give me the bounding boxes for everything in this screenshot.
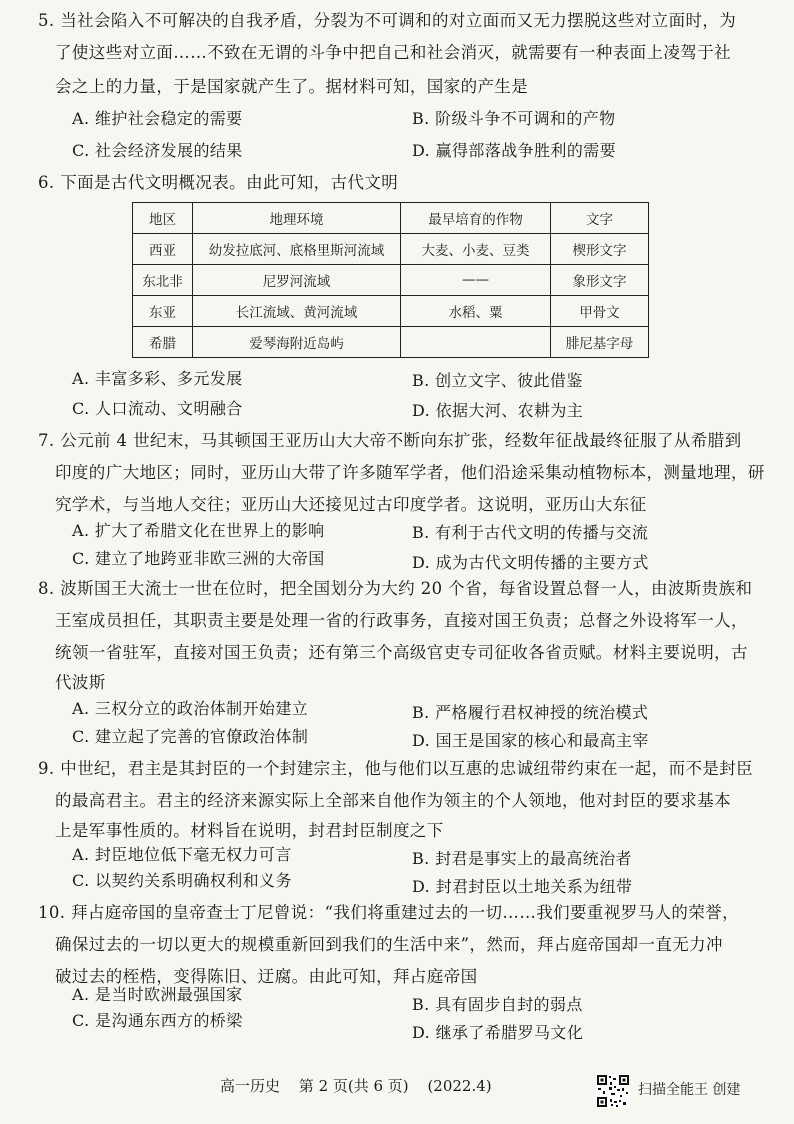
footer-date: (2022.4): [427, 1077, 492, 1095]
q7-option-d: D. 成为古代文明传播的主要方式: [412, 553, 649, 572]
q7-option-c: C. 建立了地跨亚非欧三洲的大帝国: [72, 549, 325, 568]
q8-option-c: C. 建立起了完善的官僚政治体制: [72, 727, 309, 746]
table-cell: 长江流域、黄河流域: [193, 296, 401, 327]
table-header-cell: 最早培育的作物: [401, 203, 551, 234]
table-cell: 西亚: [133, 234, 193, 265]
scanner-watermark: [596, 1074, 786, 1110]
q8-option-d: D. 国王是国家的核心和最高主宰: [412, 731, 649, 750]
q5-stem-line-1: 5. 当社会陷入不可解决的自我矛盾，分裂为不可调和的对立面而又无力摆脱这些对立面时，为: [38, 11, 737, 30]
q6-option-a: A. 丰富多彩、多元发展: [72, 369, 243, 388]
q9-option-c: C. 以契约关系明确权利和义务: [72, 871, 292, 890]
q10-stem-line-2: 确保过去的一切以更大的规模重新回到我们的生活中来”，然而，拜占庭帝国却一直无力冲: [55, 935, 723, 954]
page-footer: [220, 1074, 506, 1098]
footer-subject: 高一历史: [220, 1077, 281, 1095]
q5-stem-line-3: 会之上的力量，于是国家就产生了。据材料可知，国家的产生是: [55, 77, 529, 96]
q7-stem-line-3: 究学术，与当地人交往；亚历山大还接见过古印度学者。这说明，亚历山大东征: [55, 495, 647, 514]
q10-stem-line-1: 10. 拜占庭帝国的皇帝查士丁尼曾说：“我们将重建过去的一切……我们要重视罗马人的荣誉，: [38, 903, 740, 922]
q5-stem-line-2: 了使这些对立面……不致在无谓的斗争中把自己和社会消灭，就需要有一种表面上凌驾于社: [55, 43, 731, 62]
table-header-cell: 地区: [133, 203, 193, 234]
q6-option-b: B. 创立文字、彼此借鉴: [412, 371, 583, 390]
civilization-table: [132, 202, 649, 358]
table-cell: 东亚: [133, 296, 193, 327]
q10-stem-line-3: 破过去的桎梏，变得陈旧、迂腐。由此可知，拜占庭帝国: [55, 967, 478, 986]
table-cell: 爱琴海附近岛屿: [193, 327, 401, 358]
table-cell: ——: [401, 265, 551, 296]
q5-option-b: B. 阶级斗争不可调和的产物: [412, 109, 616, 128]
q8-option-a: A. 三权分立的政治体制开始建立: [72, 699, 309, 718]
table-cell: 大麦、小麦、豆类: [401, 234, 551, 265]
q9-option-b: B. 封君是事实上的最高统治者: [412, 849, 632, 868]
q6-stem: 6. 下面是古代文明概况表。由此可知，古代文明: [38, 173, 399, 192]
table-cell: 东北非: [133, 265, 193, 296]
q10-option-b: B. 具有固步自封的弱点: [412, 995, 583, 1014]
q5-option-a: A. 维护社会稳定的需要: [72, 109, 243, 128]
table-row: [133, 265, 649, 296]
table-cell: 尼罗河流域: [193, 265, 401, 296]
table-cell: 甲骨文: [551, 296, 649, 327]
q10-option-c: C. 是沟通东西方的桥梁: [72, 1011, 243, 1030]
table-cell: 腓尼基字母: [551, 327, 649, 358]
table-cell: 幼发拉底河、底格里斯河流域: [193, 234, 401, 265]
table-header-row: [133, 203, 649, 234]
qr-code-icon: [596, 1074, 630, 1108]
table-cell: 楔形文字: [551, 234, 649, 265]
q5-option-d: D. 赢得部落战争胜利的需要: [412, 141, 617, 160]
q6-option-c: C. 人口流动、文明融合: [72, 399, 243, 418]
table-header-cell: 地理环境: [193, 203, 401, 234]
table-cell: [401, 327, 551, 358]
q6-option-d: D. 依据大河、农耕为主: [412, 401, 584, 420]
q9-option-a: A. 封臣地位低下毫无权力可言: [72, 845, 292, 864]
q7-stem-line-2: 印度的广大地区；同时，亚历山大带了许多随军学者，他们沿途采集动植物标本，测量地理，研: [55, 463, 765, 482]
q8-stem-line-4: 代波斯: [55, 673, 106, 692]
table-row: [133, 296, 649, 327]
footer-page-number: 第 2 页(共 6 页): [298, 1077, 409, 1095]
scanner-label: 扫描全能王 创建: [638, 1082, 741, 1098]
table-row: [133, 327, 649, 358]
q9-stem-line-3: 上是军事性质的。材料旨在说明，封君封臣制度之下: [55, 821, 444, 840]
q7-option-a: A. 扩大了希腊文化在世界上的影响: [72, 521, 325, 540]
q7-option-b: B. 有利于古代文明的传播与交流: [412, 523, 649, 542]
q5-option-c: C. 社会经济发展的结果: [72, 141, 243, 160]
q8-stem-line-3: 统领一省驻军，直接对国王负责；还有第三个高级官吏专司征收各省贡赋。材料主要说明，古: [55, 643, 748, 662]
table-cell: 希腊: [133, 327, 193, 358]
q9-stem-line-2: 的最高君主。君主的经济来源实际上全部来自他作为领主的个人领地，他对封臣的要求基本: [55, 791, 731, 810]
q9-option-d: D. 封君封臣以土地关系为纽带: [412, 877, 633, 896]
table-cell: 水稻、粟: [401, 296, 551, 327]
q10-option-d: D. 继承了希腊罗马文化: [412, 1023, 584, 1042]
table-cell: 象形文字: [551, 265, 649, 296]
q9-stem-line-1: 9. 中世纪，君主是其封臣的一个封建宗主，他与他们以互惠的忠诚纽带约束在一起，而不是封臣: [38, 759, 754, 778]
q8-stem-line-1: 8. 波斯国王大流士一世在位时，把全国划分为大约 20 个省，每省设置总督一人，由波斯贵族和: [38, 579, 753, 598]
q8-stem-line-2: 王室成员担任，其职责主要是处理一省的行政事务，直接对国王负责；总督之外设将军一人，: [55, 611, 748, 630]
table-row: [133, 234, 649, 265]
q10-option-a: A. 是当时欧洲最强国家: [72, 985, 243, 1004]
table-header-cell: 文字: [551, 203, 649, 234]
q8-option-b: B. 严格履行君权神授的统治模式: [412, 703, 649, 722]
q7-stem-line-1: 7. 公元前 4 世纪末，马其顿国王亚历山大大帝不断向东扩张，经数年征战最终征服了从希腊到: [38, 431, 742, 450]
